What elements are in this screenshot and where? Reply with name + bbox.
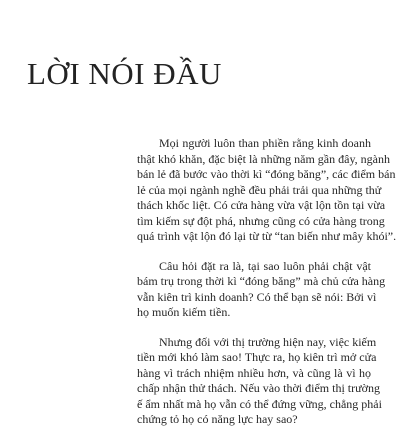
- paragraph-line: Câu hỏi đặt ra là, tại sao luôn phải chật vật: [159, 258, 371, 273]
- paragraph-line: lẻ của mọi ngành nghề đều phải trải qua những thử: [137, 182, 382, 197]
- paragraph-2: [137, 258, 386, 321]
- paragraph-line: bán lẻ đã bước vào thời kì “đóng băng”, các điểm bán: [137, 167, 396, 181]
- paragraph-line: vẫn kiên trì kinh doanh? Có thể bạn sẽ nói: Bởi vì: [137, 289, 377, 304]
- paragraph-line: quá trình vật lộn đó lại từ từ “tan biến như mây khói”.: [137, 229, 397, 243]
- paragraph-line: hàng vì trách nhiệm nhiều hơn, và cũng là vì họ: [137, 365, 371, 380]
- paragraph-line: thật khó khăn, đặc biệt là những năm gần đây, ngành: [137, 151, 390, 166]
- paragraph-line: Mọi người luôn than phiền rằng kinh doanh: [159, 136, 371, 150]
- paragraph-line: ế ẩm nhất mà họ vẫn có thể đứng vững, chẳng phải: [137, 396, 382, 411]
- paragraph-line: tìm kiếm sự đột phá, nhưng cũng có cửa hàng trong: [137, 213, 385, 228]
- paragraph-line: thách khốc liệt. Có cửa hàng vừa vật lộn tồn tại vừa: [137, 198, 386, 212]
- paragraph-line: chứng tỏ họ có năng lực hay sao?: [137, 412, 298, 426]
- paragraph-line: tiền mới khó làm sao! Thực ra, họ kiên trì mở cửa: [137, 350, 377, 364]
- page-title: LỜI NÓI ĐẦU: [27, 56, 222, 91]
- paragraph-3: [137, 334, 382, 428]
- paragraph-line: Nhưng đối với thị trường hiện nay, việc kiếm: [159, 334, 377, 349]
- paragraph-1: [137, 136, 397, 245]
- paragraph-line: họ muốn kiếm tiền.: [137, 305, 231, 319]
- paragraph-line: bám trụ trong thời kì “đóng băng” mà chủ cửa hàng: [137, 274, 386, 288]
- body-text: [137, 136, 397, 442]
- paragraph-line: chấp nhận thử thách. Nếu vào thời điểm thị trường: [137, 381, 380, 395]
